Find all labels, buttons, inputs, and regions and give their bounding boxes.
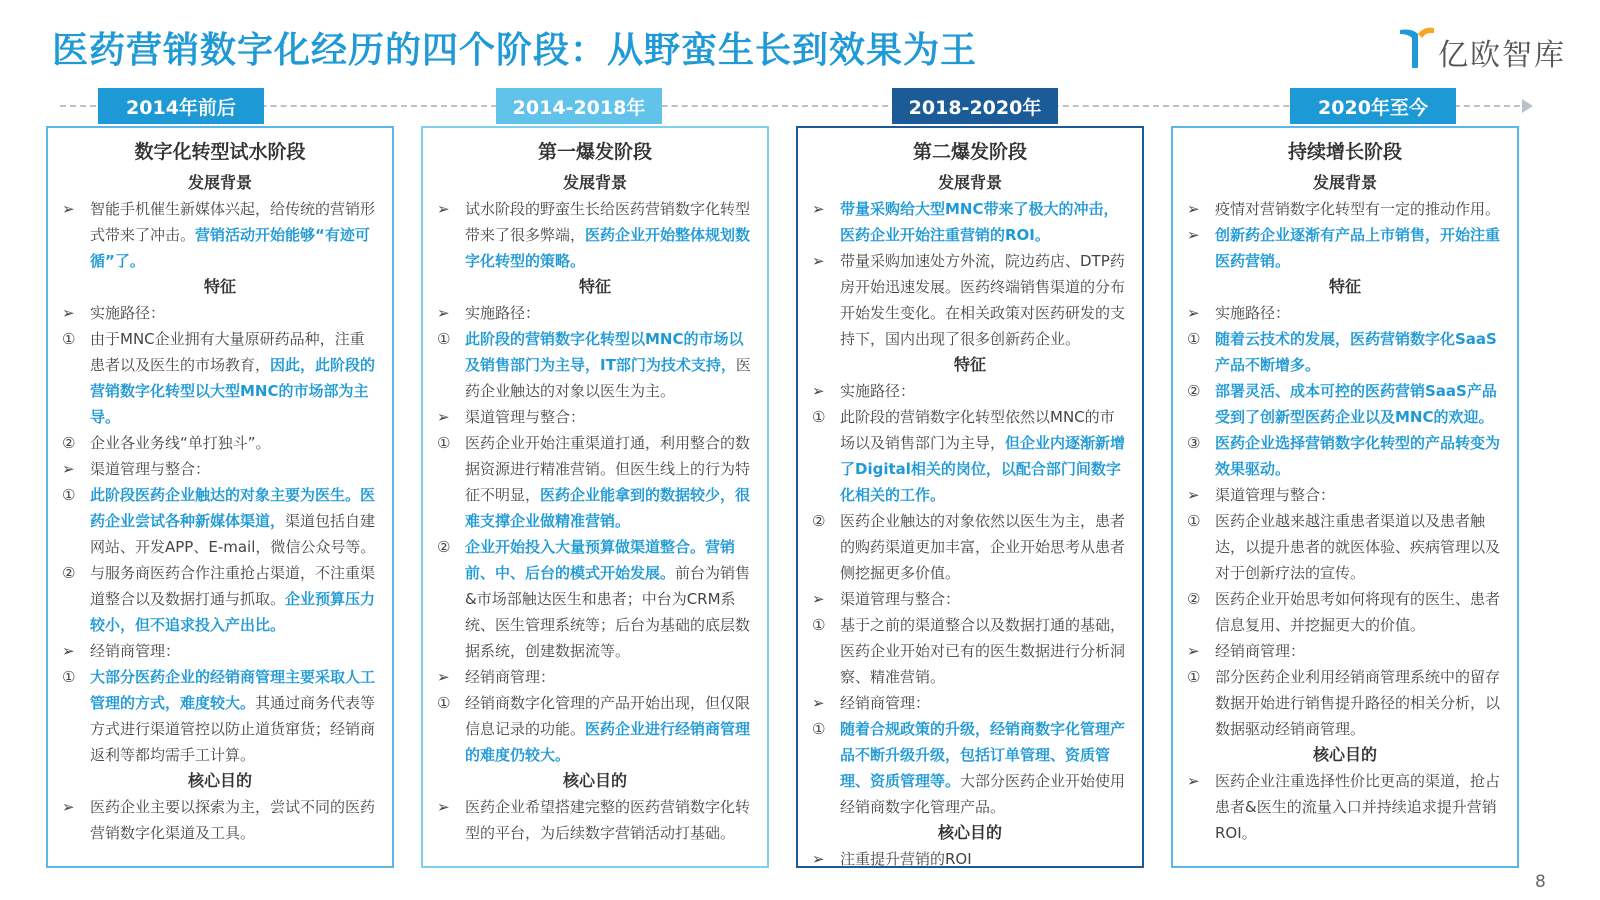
bullet-text — [840, 846, 1128, 868]
bullet-marker: ➢ — [812, 850, 825, 868]
bullet-marker: ➢ — [1187, 642, 1200, 660]
section-heading: 发展背景 — [562, 173, 627, 192]
section-heading: 特征 — [203, 277, 236, 296]
period-label-1: 2014年前后 — [98, 88, 264, 124]
section-heading: 特征 — [953, 355, 986, 374]
bullet-text — [90, 482, 378, 560]
bullet-marker: ① — [437, 330, 451, 348]
period-label-3: 2018-2020年 — [892, 88, 1058, 124]
bullet-text — [90, 326, 378, 430]
bullet-text — [1215, 196, 1503, 222]
bullet-marker: ➢ — [1187, 772, 1200, 790]
body-text: 企业各业务线“单打独斗”。 — [90, 434, 271, 452]
section-heading: 发展背景 — [937, 173, 1002, 192]
bullet-item — [437, 690, 753, 768]
body-text: 渠道包括自建网站、开发APP、E-mail，微信公众号等。 — [90, 512, 376, 556]
bullet-text — [465, 794, 753, 846]
bullet-marker: ① — [812, 720, 826, 738]
highlight-text: 创新药企业逐渐有产品上市销售，开始注重医药营销。 — [1215, 226, 1501, 270]
bullet-item — [1187, 222, 1503, 274]
body-text: 医药企业开始思考如何将现有的医生、患者信息复用、并挖掘更大的价值。 — [1215, 590, 1501, 634]
bullet-text — [840, 586, 1128, 612]
bullet-marker: ➢ — [437, 668, 450, 686]
bullet-text — [840, 690, 1128, 716]
stage-column-2 — [421, 126, 769, 868]
bullet-item — [1187, 638, 1503, 664]
bullet-text — [1215, 482, 1503, 508]
bullet-text — [90, 300, 378, 326]
highlight-text: 此阶段的营销数字化转型以MNC的市场以及销售部门为主导，IT部门为技术支持， — [465, 330, 744, 374]
bullet-item — [62, 326, 378, 430]
bullet-text — [465, 196, 753, 274]
highlight-text: 医药企业开始整体规划数字化转型的策略。 — [465, 226, 751, 270]
body-text: 大部分医药企业开始使用经销商数字化管理产品。 — [840, 772, 1126, 816]
bullet-item — [812, 378, 1128, 404]
body-text: 医药企业越来越注重患者渠道以及患者触达，以提升患者的就医体验、疾病管理以及对于创新疗法的宣传。 — [1215, 512, 1501, 582]
body-text: 疫情对营销数字化转型有一定的推动作用。 — [1215, 200, 1501, 218]
bullet-marker: ① — [437, 694, 451, 712]
bullet-text — [465, 300, 753, 326]
stage-column-1 — [46, 126, 394, 868]
period-label-2: 2014-2018年 — [496, 88, 662, 124]
timeline-arrow-icon — [1522, 99, 1533, 113]
highlight-text: 但企业内逐渐新增了Digital相关的岗位，以配合部门间数字化相关的工作。 — [840, 434, 1126, 504]
bullet-text — [1215, 768, 1503, 846]
highlight-text: 随着合规政策的升级，经销商数字化管理产品不断升级升级，包括订单管理、资质管理、资质管理等。 — [840, 720, 1126, 790]
bullet-marker: ① — [62, 486, 76, 504]
bullet-item — [437, 534, 753, 664]
section-heading: 核心目的 — [562, 771, 627, 790]
bullet-text — [1215, 508, 1503, 586]
bullet-item — [812, 690, 1128, 716]
body-text: 前台为销售&市场部触达医生和患者；中台为CRM系统、医生管理系统等；后台为基础的底层数据系统，创建数据流等。 — [465, 564, 751, 660]
stage-column-3 — [796, 126, 1144, 868]
bullet-item — [1187, 508, 1503, 586]
body-text: 渠道管理与整合： — [1215, 486, 1336, 504]
bullet-text — [840, 612, 1128, 690]
stage-title: 持续增长阶段 — [1287, 141, 1402, 163]
bullet-marker: ➢ — [1187, 486, 1200, 504]
highlight-text: 医药企业能拿到的数据较少，很难支撑企业做精准营销。 — [465, 486, 751, 530]
bullet-marker: ➢ — [62, 200, 75, 218]
bullet-marker: ➢ — [62, 460, 75, 478]
bullet-item — [1187, 326, 1503, 378]
highlight-text: 医药企业选择营销数字化转型的产品转变为效果驱动。 — [1215, 434, 1501, 478]
bullet-text — [840, 716, 1128, 820]
bullet-text — [840, 196, 1128, 248]
body-text: 此阶段的营销数字化转型依然以MNC的市场以及销售部门为主导， — [840, 408, 1115, 452]
highlight-text: 大部分医药企业的经销商管理主要采取人工管理的方式，难度较大。 — [90, 668, 376, 712]
bullet-marker: ② — [437, 538, 451, 556]
stage-title: 第二爆发阶段 — [912, 141, 1027, 163]
bullet-text — [465, 404, 753, 430]
bullet-text — [90, 638, 378, 664]
bullet-text — [1215, 430, 1503, 482]
period-label-4: 2020年至今 — [1290, 88, 1456, 124]
page-number: 8 — [1535, 872, 1546, 892]
highlight-text: 营销活动开始能够“有迹可循”了。 — [90, 226, 370, 270]
bullet-marker: ➢ — [812, 252, 825, 270]
bullet-item — [1187, 482, 1503, 508]
body-text: 实施路径： — [840, 382, 916, 400]
body-text: 基于之前的渠道整合以及数据打通的基础，医药企业开始对已有的医生数据进行分析洞察、精准营销。 — [840, 616, 1126, 686]
bullet-item — [1187, 586, 1503, 638]
bullet-marker: ➢ — [62, 642, 75, 660]
bullet-item — [812, 612, 1128, 690]
highlight-text: 因此，此阶段的营销数字化转型以大型MNC的市场部为主导。 — [90, 356, 376, 426]
body-text: 医药企业主要以探索为主，尝试不同的医药营销数字化渠道及工具。 — [90, 798, 376, 842]
stage-title: 数字化转型试水阶段 — [134, 141, 306, 163]
bullet-marker: ➢ — [812, 200, 825, 218]
bullet-text — [465, 326, 753, 404]
bullet-marker: ① — [812, 616, 826, 634]
bullet-marker: ➢ — [437, 304, 450, 322]
bullet-text — [90, 430, 378, 456]
bullet-marker: ① — [1187, 330, 1201, 348]
bullet-item — [437, 196, 753, 274]
bullet-marker: ➢ — [1187, 226, 1200, 244]
bullet-marker: ➢ — [812, 694, 825, 712]
bullet-item — [1187, 768, 1503, 846]
bullet-item — [62, 638, 378, 664]
bullet-text — [1215, 326, 1503, 378]
bullet-marker: ➢ — [1187, 304, 1200, 322]
bullet-item — [62, 456, 378, 482]
highlight-text: 企业开始投入大量预算做渠道整合。营销前、中、后台的模式开始发展。 — [465, 538, 736, 582]
body-text: 医药企业注重选择性价比更高的渠道，抢占患者&医生的流量入口并持续追求提升营销ROI。 — [1215, 772, 1501, 842]
bullet-item — [62, 560, 378, 638]
bullet-marker: ② — [62, 434, 76, 452]
bullet-item — [437, 326, 753, 404]
bullet-marker: ③ — [1187, 434, 1201, 452]
bullet-marker: ➢ — [1187, 200, 1200, 218]
body-text: 医药企业希望搭建完整的医药营销数字化转型的平台，为后续数字营销活动打基础。 — [465, 798, 751, 842]
bullet-marker: ① — [1187, 512, 1201, 530]
bullet-marker: ➢ — [437, 200, 450, 218]
bullet-marker: ➢ — [437, 408, 450, 426]
logo-text: 亿欧智库 — [1438, 38, 1566, 73]
bullet-item — [812, 196, 1128, 248]
bullet-marker: ① — [62, 668, 76, 686]
bullet-item — [1187, 378, 1503, 430]
bullet-text — [1215, 638, 1503, 664]
body-text: 其通过商务代表等方式进行渠道管控以防止道货窜货；经销商返利等都均需手工计算。 — [90, 694, 376, 764]
bullet-text — [90, 794, 378, 846]
bullet-item — [62, 794, 378, 846]
body-text: 经销商管理： — [90, 642, 181, 660]
bullet-text — [1215, 664, 1503, 742]
bullet-text — [1215, 222, 1503, 274]
bullet-marker: ➢ — [812, 590, 825, 608]
bullet-marker: ② — [1187, 382, 1201, 400]
body-text: 部分医药企业利用经销商管理系统中的留存数据开始进行销售提升路径的相关分析，以数据驱动经销商管理。 — [1215, 668, 1501, 738]
bullet-marker: ① — [812, 408, 826, 426]
bullet-text — [1215, 378, 1503, 430]
bullet-text — [1215, 586, 1503, 638]
section-heading: 发展背景 — [1312, 173, 1377, 192]
bullet-item — [437, 300, 753, 326]
bullet-text — [840, 404, 1128, 508]
bullet-marker: ➢ — [437, 798, 450, 816]
bullet-item — [437, 664, 753, 690]
bullet-marker: ② — [812, 512, 826, 530]
body-text: 智能手机催生新媒体兴起，给传统的营销形式带来了冲击。 — [90, 200, 376, 244]
bullet-text — [840, 508, 1128, 586]
body-text: 医药企业触达的对象依然以医生为主，患者的购药渠道更加丰富，企业开始思考从患者侧挖掘更多价值。 — [840, 512, 1126, 582]
section-heading: 发展背景 — [187, 173, 252, 192]
bullet-marker: ➢ — [812, 382, 825, 400]
bullet-item — [62, 482, 378, 560]
bullet-text — [90, 560, 378, 638]
bullet-marker: ① — [437, 434, 451, 452]
bullet-text — [465, 430, 753, 534]
highlight-text: 企业预算压力较小，但不追求投入产出比。 — [90, 590, 376, 634]
body-text: 医药企业触达的对象以医生为主。 — [465, 356, 751, 400]
body-text: 实施路径： — [90, 304, 166, 322]
bullet-item — [812, 248, 1128, 352]
bullet-text — [90, 664, 378, 768]
section-heading: 特征 — [578, 277, 611, 296]
bullet-item — [62, 196, 378, 274]
body-text: 注重提升营销的ROI — [840, 850, 972, 868]
bullet-text — [465, 664, 753, 690]
stage-column-4 — [1171, 126, 1519, 868]
bullet-item — [1187, 664, 1503, 742]
body-text: 经销商管理： — [840, 694, 931, 712]
page-title: 医药营销数字化经历的四个阶段：从野蛮生长到效果为王 — [52, 30, 978, 71]
logo-icon — [1398, 24, 1436, 70]
bullet-text — [840, 378, 1128, 404]
section-heading: 核心目的 — [937, 823, 1002, 842]
body-text: 经销商管理： — [1215, 642, 1306, 660]
bullet-item — [812, 846, 1128, 868]
body-text: 实施路径： — [465, 304, 541, 322]
bullet-marker: ➢ — [62, 798, 75, 816]
highlight-text: 部署灵活、成本可控的医药营销SaaS产品受到了创新型医药企业以及MNC的欢迎。 — [1215, 382, 1497, 426]
bullet-item — [812, 508, 1128, 586]
highlight-text: 此阶段医药企业触达的对象主要为医生。医药企业尝试各种新媒体渠道， — [90, 486, 376, 530]
bullet-marker: ① — [1187, 668, 1201, 686]
stage-title: 第一爆发阶段 — [537, 141, 652, 163]
bullet-item — [1187, 196, 1503, 222]
bullet-text — [465, 534, 753, 664]
bullet-item — [812, 404, 1128, 508]
section-heading: 核心目的 — [187, 771, 252, 790]
bullet-text — [90, 456, 378, 482]
bullet-text — [90, 196, 378, 274]
section-heading: 特征 — [1328, 277, 1361, 296]
body-text: 试水阶段的野蛮生长给医药营销数字化转型带来了很多弊端， — [465, 200, 751, 244]
body-text: 渠道管理与整合： — [465, 408, 586, 426]
body-text: 经销商管理： — [465, 668, 556, 686]
bullet-marker: ② — [1187, 590, 1201, 608]
bullet-item — [1187, 300, 1503, 326]
bullet-item — [1187, 430, 1503, 482]
body-text: 由于MNC企业拥有大量原研药品种，注重患者以及医生的市场教育， — [90, 330, 365, 374]
bullet-item — [812, 586, 1128, 612]
bullet-item — [437, 430, 753, 534]
brand-logo — [1398, 24, 1578, 72]
body-text: 医药企业开始注重渠道打通，利用整合的数据资源进行精准营销。但医生线上的行为特征不明显， — [465, 434, 751, 504]
body-text: 与服务商医药合作注重抢占渠道，不注重渠道整合以及数据打通与抓取。 — [90, 564, 376, 608]
bullet-text — [840, 248, 1128, 352]
body-text: 经销商数字化管理的产品开始出现，但仅限信息记录的功能。 — [465, 694, 751, 738]
highlight-text: 医药企业进行经销商管理的难度仍较大。 — [465, 720, 751, 764]
body-text: 渠道管理与整合： — [90, 460, 211, 478]
bullet-marker: ➢ — [62, 304, 75, 322]
bullet-item — [62, 300, 378, 326]
bullet-item — [812, 716, 1128, 820]
bullet-marker: ① — [62, 330, 76, 348]
bullet-item — [62, 430, 378, 456]
body-text: 渠道管理与整合： — [840, 590, 961, 608]
bullet-item — [437, 404, 753, 430]
body-text: 实施路径： — [1215, 304, 1291, 322]
body-text: 带量采购加速处方外流，院边药店、DTP药房开始迅速发展。医药终端销售渠道的分布开始发生变化。在相关政策对医药研发的支持下，国内出现了很多创新药企业。 — [840, 252, 1126, 348]
bullet-text — [1215, 300, 1503, 326]
bullet-text — [465, 690, 753, 768]
highlight-text: 随着云技术的发展，医药营销数字化SaaS产品不断增多。 — [1215, 330, 1497, 374]
highlight-text: 带量采购给大型MNC带来了极大的冲击，医药企业开始注重营销的ROI。 — [840, 200, 1119, 244]
section-heading: 核心目的 — [1312, 745, 1377, 764]
bullet-item — [437, 794, 753, 846]
bullet-item — [62, 664, 378, 768]
bullet-marker: ② — [62, 564, 76, 582]
